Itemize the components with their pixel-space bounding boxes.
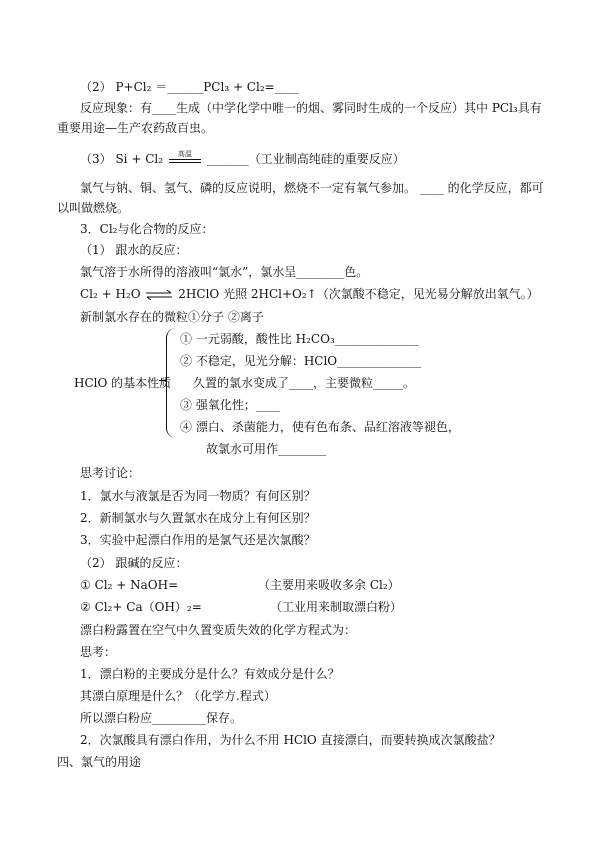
high-temp-equals-sign	[167, 149, 203, 166]
section-3-heading: 3．Cl₂与化合物的反应：	[80, 222, 214, 236]
equation-cl2-water-left: Cl₂ + H₂O	[80, 287, 141, 301]
hclo-property-bleaching: ④ 漂白、杀菌能力，使有色布条、品红溶液等褪色，	[180, 420, 460, 434]
aged-chlorine-water: 久置的氯水变成了____，主要微粒_____。	[193, 376, 416, 390]
subsection-water-heading: （1） 跟水的反应：	[80, 243, 188, 257]
condition-high-temp: 高温	[177, 149, 192, 158]
hclo-property-weak-acid: ① 一元弱酸，酸性比 H₂CO₃______________	[180, 332, 419, 346]
question-2: 2．新制氯水与久置氯水在成分上有何区别？	[80, 511, 316, 525]
think-question-2: 2．次氯酸具有漂白作用，为什么不用 HClO 直接漂白，而要转换成次氯酸盐？	[80, 733, 501, 747]
hclo-property-oxidizing: ③ 强氧化性；____	[180, 398, 280, 412]
storage-note: 所以漂白粉应_________保存。	[80, 711, 243, 725]
think-heading: 思考：	[80, 645, 117, 659]
combustion-note-cont: 以叫做燃烧。	[57, 201, 130, 215]
equation-naoh-note: （主要用来吸收多余 Cl₂）	[258, 578, 400, 592]
bleach-principle: 其漂白原理是什么？（化学方.程式）	[80, 689, 276, 703]
chlorine-water-color: 氯气溶于水所得的溶液叫“氯水”，氯水呈________色。	[80, 265, 369, 279]
hclo-property-unstable: ② 不稳定，见光分解：HClO______________	[180, 354, 422, 368]
equation-cl2-water	[80, 287, 539, 301]
question-1: 1．氯水与液氯是否为同一物质？有何区别？	[80, 489, 316, 503]
equation-naoh: ① Cl₂ + NaOH=	[80, 578, 179, 592]
bleach-powder-degradation: 漂白粉露置在空气中久置变质失效的化学方程式为：	[80, 623, 357, 637]
brace-icon	[166, 328, 177, 438]
reaction-phenomenon-cont: 重要用途—生产农药敌百虫。	[57, 121, 214, 135]
equation-si-cl2	[80, 149, 405, 166]
hclo-properties-label: HClO 的基本性质	[74, 376, 172, 390]
discussion-heading: 思考讨论：	[80, 466, 141, 480]
reversible-arrow-icon	[144, 290, 174, 300]
think-question-1: 1．漂白粉的主要成分是什么？有效成分是什么？	[80, 667, 340, 681]
equation-p-cl2: （2） P+Cl₂ ＝______PCl₃ + Cl₂=____	[80, 80, 299, 94]
combustion-note: 氯气与钠、铜、氢气、磷的反应说明，燃烧不一定有氧气参加。 ____ 的化学反应，都可	[80, 181, 544, 195]
subsection-base-heading: （2） 跟碱的反应：	[80, 556, 188, 570]
section-4-heading: 四、氯气的用途	[57, 755, 142, 769]
equation-cl2-water-right: 2HClO 光照 2HCl+O₂↑（次氯酸不稳定，见光易分解放出氧气。）	[178, 287, 539, 301]
equation-si-cl2-left: （3） Si + Cl₂	[80, 152, 164, 166]
equation-caoh2: ② Cl₂+ Ca（OH）₂=	[80, 600, 202, 614]
question-3: 3．实验中起漂白作用的是氯气还是次氯酸？	[80, 533, 316, 547]
equation-si-cl2-right: _______（工业制高纯硅的重要反应）	[206, 152, 405, 166]
reaction-phenomenon-text: 反应现象：有____生成（中学化学中唯一的烟、雾同时生成的一个反应）其中 PCl₃具有	[80, 101, 542, 115]
fresh-chlorine-water-particles: 新制氯水存在的微粒①分子 ②离子	[80, 310, 264, 324]
equation-caoh2-note: （工业用来制取漂白粉）	[270, 600, 403, 614]
chlorine-water-use: 故氯水可用作________	[206, 442, 327, 456]
